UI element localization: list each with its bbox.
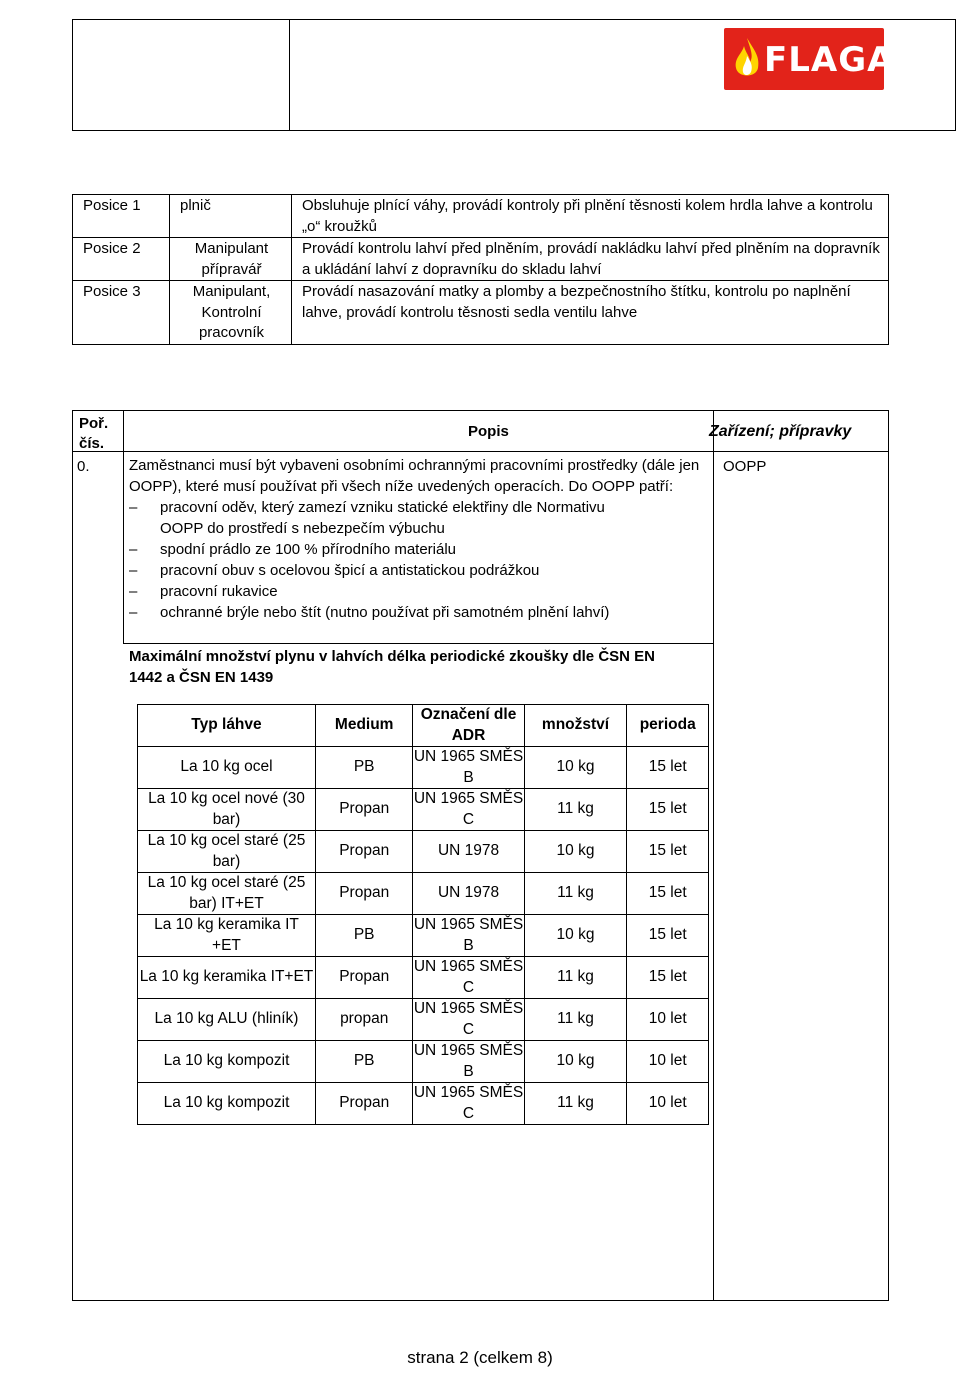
list-item: – pracovní rukavice xyxy=(129,581,713,602)
col-header: Medium xyxy=(315,705,412,747)
org-line2: PLNÍRNA xyxy=(147,91,215,108)
header-org-block xyxy=(73,20,290,130)
col-equipment-header: Zařízení; přípravky xyxy=(709,423,852,440)
table-row xyxy=(138,915,709,957)
header-title-block xyxy=(289,20,745,150)
table-row xyxy=(138,747,709,789)
cell-period: 10 let xyxy=(627,1083,709,1125)
list-item: – spodní prádlo ze 100 % přírodního materiálu xyxy=(129,539,713,560)
position-role: Manipulant, Kontrolní pracovník xyxy=(170,281,292,345)
cell-period: 15 let xyxy=(627,747,709,789)
table-row xyxy=(138,1083,709,1125)
doc-subtitle-line2: ocelové LA 10 kg, LA 11 kg, keramické, Al láhve, kompozitní láhve xyxy=(297,110,686,150)
table-row xyxy=(138,999,709,1041)
list-item: – pracovní oděv, který zamezí vzniku statické elektřiny dle Normativu xyxy=(129,497,713,518)
equipment-value: OOPP xyxy=(723,458,767,475)
col-header: množství xyxy=(524,705,627,747)
list-item: – pracovní obuv s ocelovou špicí a antistatickou podrážkou xyxy=(129,560,713,581)
document-header xyxy=(72,19,956,150)
cell-period: 15 let xyxy=(627,831,709,873)
cell-type: La 10 kg kompozit xyxy=(138,1083,316,1125)
table-header-row xyxy=(138,705,709,747)
cell-type: La 10 kg ocel xyxy=(138,747,316,789)
cell-medium: Propan xyxy=(315,789,412,831)
cell-type: La 10 kg keramika IT+ET xyxy=(138,957,316,999)
table-row xyxy=(138,789,709,831)
row-description xyxy=(129,455,713,623)
table-row xyxy=(138,1041,709,1083)
cell-medium: Propan xyxy=(315,873,412,915)
position-role: plnič xyxy=(170,195,292,238)
ppe-intro: Zaměstnanci musí být vybaveni osobními ochrannými pracovními prostředky (dále jen OOPP), které musí používat při všech níže uvedených operacích. Do OOPP patří: xyxy=(129,457,700,495)
table-row xyxy=(73,281,889,345)
position-desc: Provádí kontrolu lahví před plněním, provádí nakládku lahví před plněním na dopravník a ukládání lahví z dopravníku do skladu lahví xyxy=(292,238,889,281)
cell-medium: PB xyxy=(315,915,412,957)
position-id: Posice 2 xyxy=(73,238,170,281)
cell-adr: UN 1965 SMĚS B xyxy=(413,915,524,957)
cell-adr: UN 1965 SMĚS C xyxy=(413,1083,524,1125)
cell-type: La 10 kg ocel nové (30 bar) xyxy=(138,789,316,831)
cell-amount: 11 kg xyxy=(524,873,627,915)
position-desc: Obsluhuje plnící váhy, provádí kontroly při plnění těsnosti kolem hrdla lahve a kontrolu „o“ kroužků xyxy=(292,195,889,238)
cell-adr: UN 1965 SMĚS C xyxy=(413,999,524,1041)
cell-adr: UN 1965 SMĚS B xyxy=(413,747,524,789)
cell-amount: 11 kg xyxy=(524,789,627,831)
cell-type: La 10 kg ocel staré (25 bar) xyxy=(138,831,316,873)
list-item: OOPP do prostředí s nebezpečím výbuchu xyxy=(160,520,445,537)
org-lines xyxy=(73,90,289,128)
table-row xyxy=(138,873,709,915)
cell-amount: 11 kg xyxy=(524,1083,627,1125)
doc-title: TECHNOLOGICKÝ POSTUP xyxy=(297,60,600,86)
col-number-header: Poř. čís. xyxy=(79,415,109,452)
cell-medium: Propan xyxy=(315,831,412,873)
cell-type: La 10 kg ALU (hliník) xyxy=(138,999,316,1041)
org-line1: PROVOZOVNA xyxy=(127,46,235,63)
table-row xyxy=(138,831,709,873)
page-number: strana 2 (celkem 8) xyxy=(407,1348,553,1367)
col-header: Označení dle ADR xyxy=(413,705,524,747)
cell-period: 10 let xyxy=(627,999,709,1041)
cylinder-table xyxy=(137,704,709,1125)
cell-period: 10 let xyxy=(627,1041,709,1083)
cell-amount: 10 kg xyxy=(524,747,627,789)
cell-period: 15 let xyxy=(627,873,709,915)
cell-adr: UN 1978 xyxy=(413,831,524,873)
positions-table xyxy=(72,194,889,345)
cell-amount: 11 kg xyxy=(524,957,627,999)
list-item: – ochranné brýle nebo štít (nutno používat při samotném plnění lahví) xyxy=(129,602,713,623)
col-header: perioda xyxy=(627,705,709,747)
position-id: Posice 3 xyxy=(73,281,170,345)
cell-amount: 10 kg xyxy=(524,915,627,957)
cell-medium: propan xyxy=(315,999,412,1041)
cell-period: 15 let xyxy=(627,957,709,999)
cell-type: La 10 kg keramika IT +ET xyxy=(138,915,316,957)
doc-subtitle-line1: PLNĚNÍ LAHVÍ PB, xyxy=(297,89,449,108)
max-gas-title: Maximální množství plynu v lahvích délka periodické zkoušky dle ČSN EN 1442 a ČSN EN 1439 xyxy=(129,648,655,686)
cell-medium: PB xyxy=(315,1041,412,1083)
position-desc: Provádí nasazování matky a plomby a bezpečnostního štítku, kontrolu po naplnění lahve, provádí kontrolu těsnosti sedla ventilu lahve xyxy=(292,281,889,345)
table-row xyxy=(73,238,889,281)
cell-adr: UN 1965 SMĚS B xyxy=(413,1041,524,1083)
row-number: 0. xyxy=(77,458,90,475)
cell-amount: 10 kg xyxy=(524,1041,627,1083)
cell-adr: UN 1978 xyxy=(413,873,524,915)
flaga-logo xyxy=(724,28,895,90)
col-description-header: Popis xyxy=(468,423,509,440)
cell-medium: Propan xyxy=(315,957,412,999)
cell-adr: UN 1965 SMĚS C xyxy=(413,957,524,999)
table-row xyxy=(73,195,889,238)
procedure-table-header xyxy=(72,410,889,452)
table-row xyxy=(138,957,709,999)
org-line3: PB SATALICE xyxy=(132,110,230,127)
position-role: Manipulant přípravář xyxy=(170,238,292,281)
cell-period: 15 let xyxy=(627,915,709,957)
cell-type: La 10 kg kompozit xyxy=(138,1041,316,1083)
cell-adr: UN 1965 SMĚS C xyxy=(413,789,524,831)
cell-medium: PB xyxy=(315,747,412,789)
cell-amount: 11 kg xyxy=(524,999,627,1041)
cell-amount: 10 kg xyxy=(524,831,627,873)
cell-medium: Propan xyxy=(315,1083,412,1125)
col-header: Typ láhve xyxy=(138,705,316,747)
position-id: Posice 1 xyxy=(73,195,170,238)
doc-subtitle xyxy=(297,88,745,151)
cell-type: La 10 kg ocel staré (25 bar) IT+ET xyxy=(138,873,316,915)
logo-text: FLAGA xyxy=(764,40,895,80)
flame-icon xyxy=(732,36,762,82)
cell-period: 15 let xyxy=(627,789,709,831)
